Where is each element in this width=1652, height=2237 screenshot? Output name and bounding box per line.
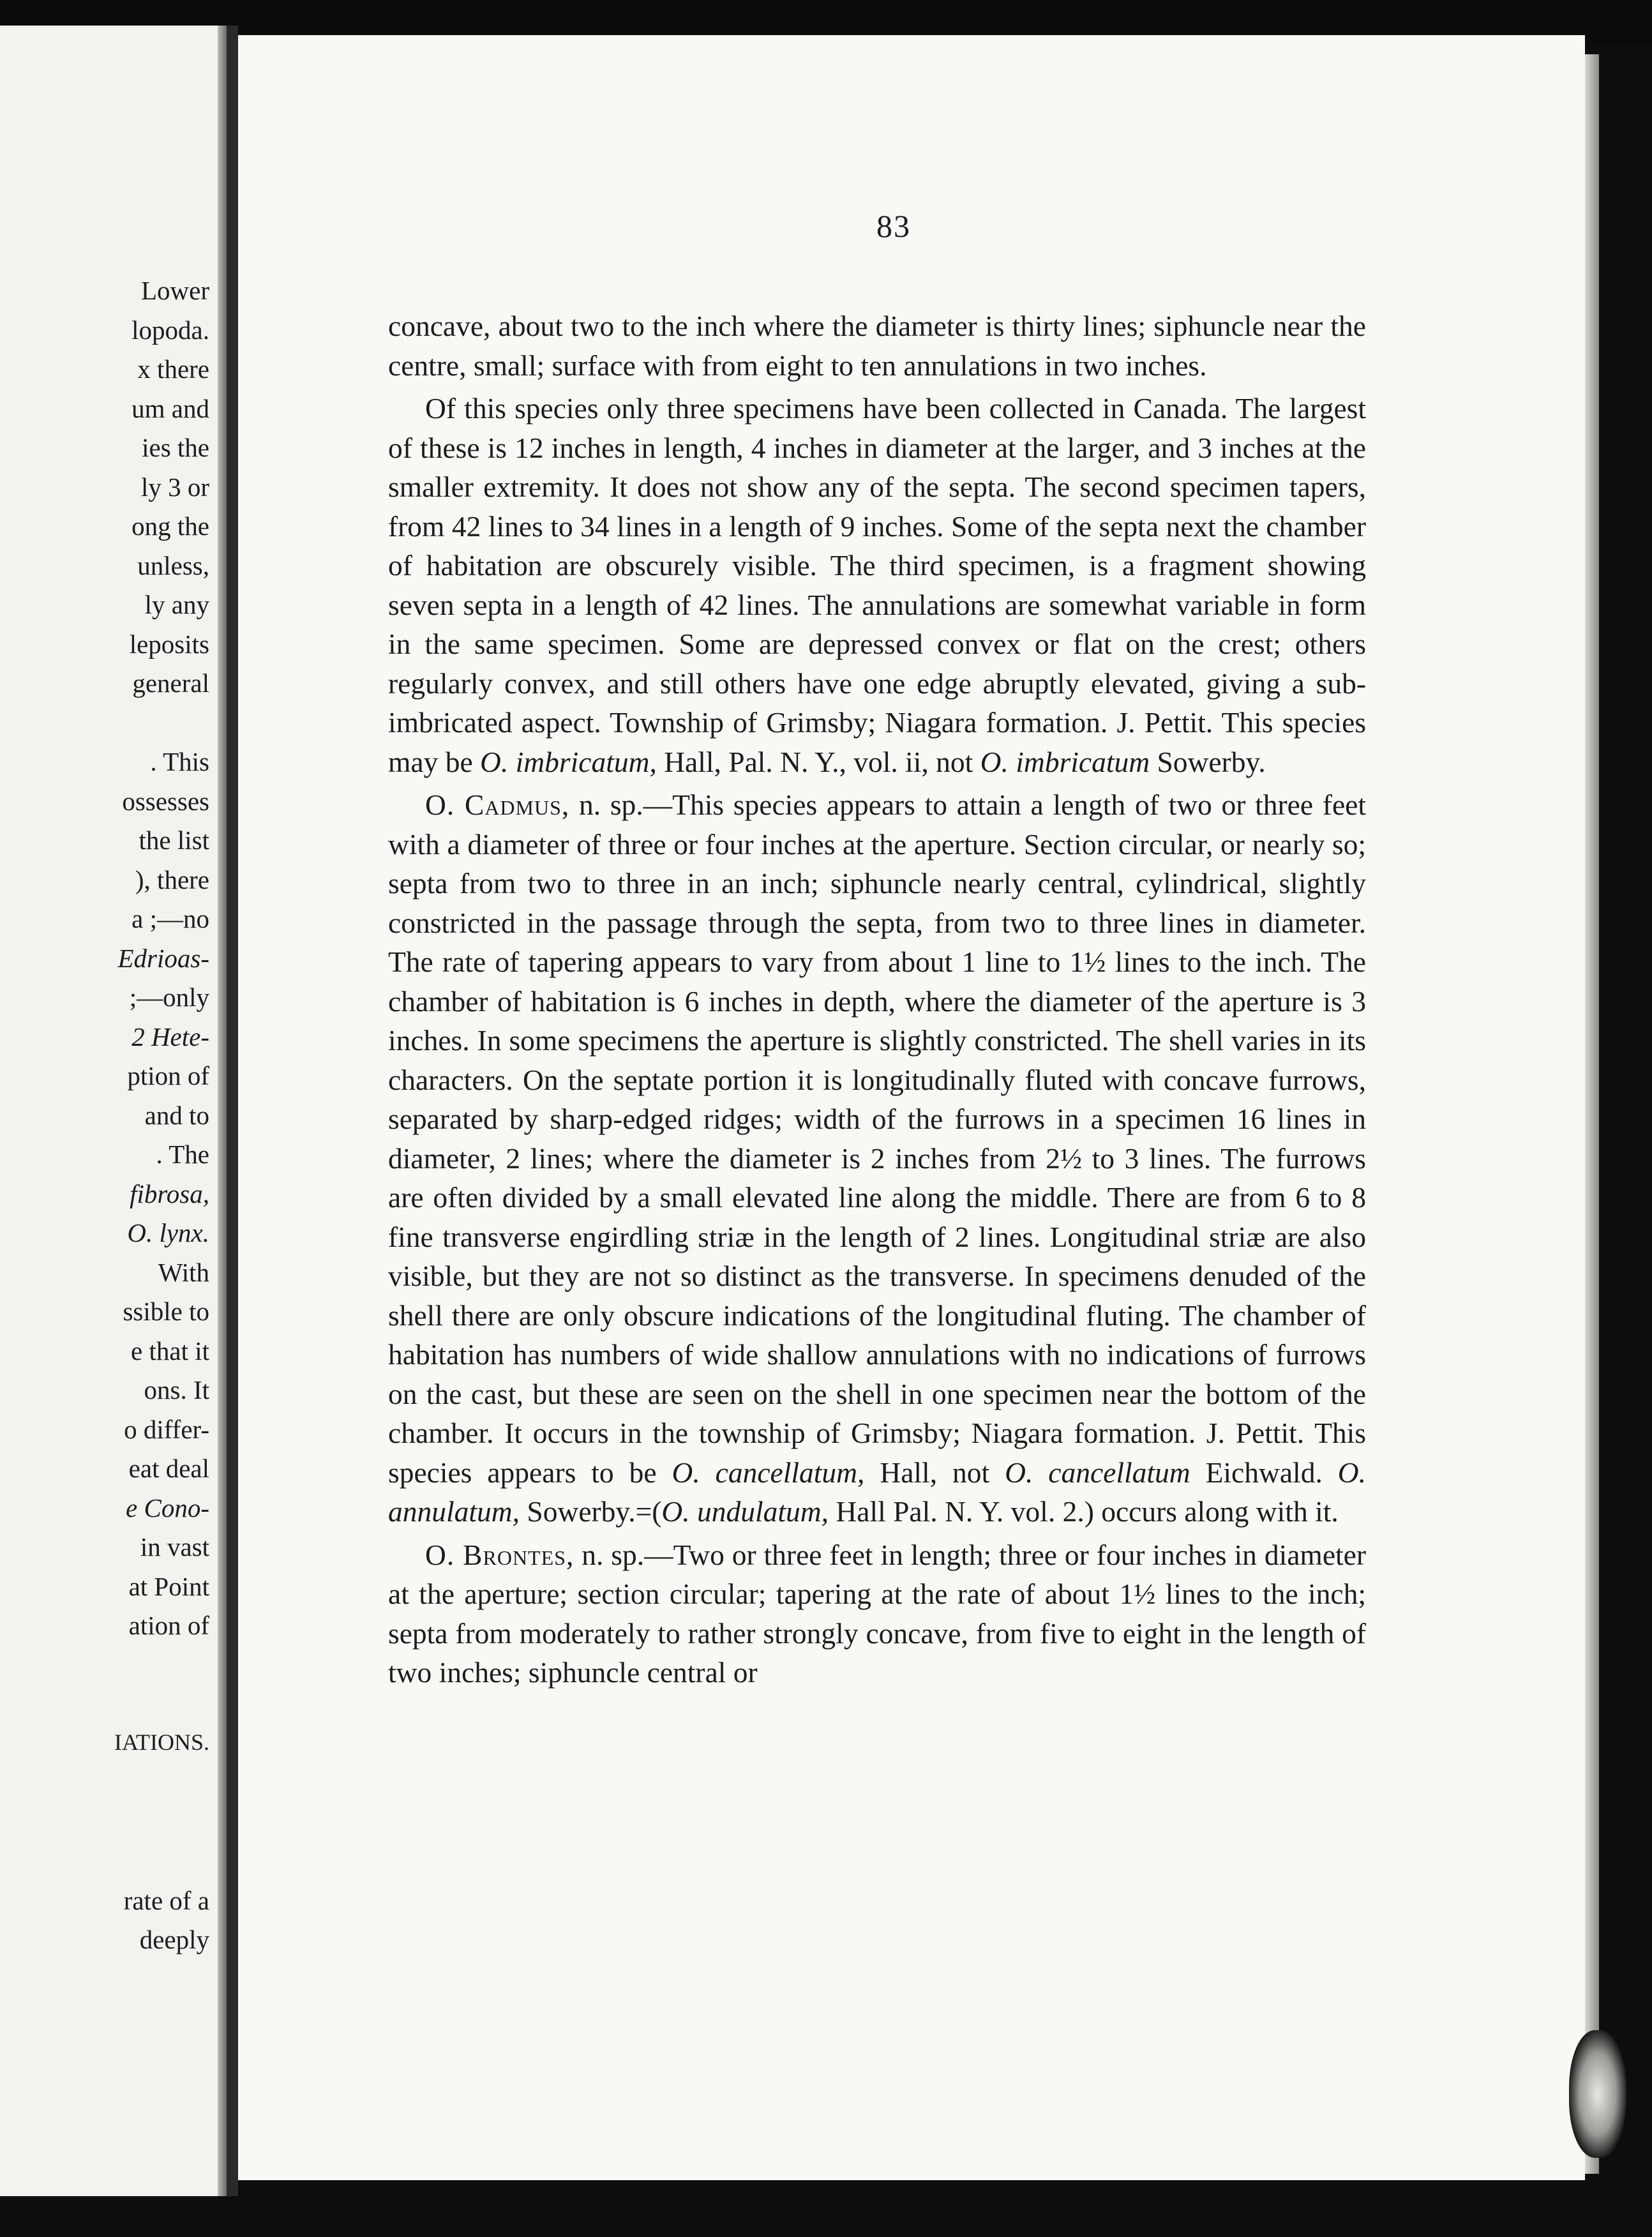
left-page-line: ly 3 or: [140, 472, 209, 502]
left-page-line: ;—only: [129, 983, 209, 1012]
paragraph-specimens: Of this species only three specimens have been collected in Canada. The largest of these is 12 inches in length, 4 inches in diameter at the larger, and 3 inches at the smaller extremity. It does not show any of the septa. The second specimen tapers, from 42 lines to 34 lines in a length of 9 inches. Some of the septa next the chamber of habitation are obscurely visible. The third specimen, is a fragment showing seven septa in a length of 42 lines. The annulations are somewhat variable in form in the same specimen. Some are depressed convex or flat on the crest; others regularly convex, and still others have one edge abruptly elevated, giving a sub-imbricated aspect. Township of Grimsby; Niagara formation. J. Pettit. This species may be O. imbricatum, Hall, Pal. N. Y., vol. ii, not O. imbricatum Sowerby.: [388, 392, 1366, 778]
left-page-line: ), there: [135, 864, 209, 894]
left-page-line: a ;—no: [131, 904, 209, 933]
left-page-line: ies the: [142, 433, 209, 462]
left-page-line: in vast: [140, 1532, 209, 1562]
left-page-line: and to: [144, 1100, 209, 1130]
left-page-line: um and: [131, 393, 209, 423]
left-page-line: Edrioas-: [117, 943, 209, 973]
left-page-line: at Point: [128, 1571, 209, 1601]
left-page-line: deeply: [139, 1925, 209, 1954]
book-spine: [227, 26, 238, 2196]
left-page-line: ption of: [127, 1061, 209, 1090]
left-page-line: general: [132, 668, 209, 698]
left-page-line: . The: [156, 1140, 209, 1169]
page-number: 83: [876, 208, 911, 244]
left-page-line: rate of a: [123, 1885, 209, 1915]
left-page-line: ong the: [131, 511, 209, 541]
left-page-line: Lower: [140, 276, 209, 305]
left-page-line: O. lynx.: [127, 1218, 209, 1247]
left-page-line: lopoda.: [131, 315, 209, 345]
paragraph-o-brontes: O. Brontes, n. sp.—Two or three feet in length; three or four inches in diameter at the aperture; section circular; tapering at the rate of about 1½ lines to the inch; septa from moderately to rather strongly concave, from five to eight in the length of two inches; siphuncle central or: [388, 1538, 1366, 1689]
species-heading: O. Brontes,: [425, 1538, 574, 1571]
left-page-line: ossesses: [122, 786, 209, 816]
left-page-line: ation of: [128, 1611, 209, 1640]
left-page-line: x there: [137, 354, 209, 384]
left-page-line: With: [158, 1257, 209, 1287]
page-edge: [1585, 54, 1599, 2174]
species-heading: O. Cadmus,: [425, 788, 570, 821]
species-name: O. imbricatum: [980, 745, 1150, 778]
left-page-line: e that it: [131, 1336, 209, 1366]
species-name: O. imbricatum,: [480, 745, 657, 778]
left-page-line: e Cono-: [126, 1493, 209, 1523]
left-page-line: 2 Hete-: [131, 1021, 209, 1051]
left-page-line: ssible to: [123, 1297, 209, 1326]
paragraph-o-cadmus: O. Cadmus, n. sp.—This species appears to attain a length of two or three feet with a diameter of three or four inches at the aperture. Section circular, or nearly so; septa from two to three in an inch; siphuncle nearly central, cylindrical, slightly constricted in the passage through the septa, from two to three lines in diameter. The rate of tapering appears to vary from about 1 line to 1½ lines to the inch. The chamber of habitation is 6 inches in depth, where the diameter of the aperture is 3 inches. In some specimens the aperture is slightly constricted. The shell varies in its characters. On the septate portion it is longitudinally fluted with concave furrows, separated by sharp-edged ridges; width of the furrows in a specimen 16 lines in diameter, 2 lines; where the diameter is 2 inches from 2½ to 3 lines. The furrows are often divided by a small elevated line along the middle. There are from 6 to 8 fine transverse engirdling striæ in the length of 2 lines. Longitudinal striæ are also visible, but they are not so distinct as the transverse. In specimens denuded of the shell there are only obscure indications of the longitudinal fluting. The chamber of habitation has numbers of wide shallow annulations with no indications of furrows on the cast, but these are seen on the shell in one specimen near the bottom of the chamber. It occurs in the township of Grimsby; Niagara formation. J. Pettit. This species appears to be O. cancellatum, Hall, not O. cancellatum Eichwald. O. annulatum, Sowerby.=(O. undulatum, Hall Pal. N. Y. vol. 2.) occurs along with it.: [388, 788, 1367, 1528]
scan-blot: [1569, 2030, 1626, 2158]
left-page-line: fibrosa,: [130, 1179, 209, 1209]
left-page-line: eat deal: [128, 1454, 209, 1483]
left-page-line: the list: [139, 825, 209, 855]
left-page-line: unless,: [137, 550, 209, 580]
body-text: [388, 306, 1366, 1692]
left-page-line: ons. It: [144, 1375, 209, 1405]
species-name: O. cancellatum,: [672, 1456, 865, 1489]
left-page-gutter: [218, 26, 227, 2196]
left-page-fragment: [0, 26, 227, 2196]
left-page-line: ly any: [144, 590, 209, 619]
species-name: O. undulatum,: [661, 1495, 829, 1528]
main-page: [238, 35, 1585, 2180]
species-name: O. cancellatum: [1005, 1456, 1190, 1489]
left-page-line: IATIONS.: [114, 1729, 209, 1755]
species-name: O. annulatum,: [388, 1456, 1367, 1528]
paragraph-continued: concave, about two to the inch where the diameter is thirty lines; siphuncle near the centre, small; surface with from eight to ten annulations in two inches.: [388, 310, 1366, 382]
left-page-line: o differ-: [124, 1414, 209, 1444]
left-page-line: . This: [150, 747, 209, 776]
left-page-line: leposits: [129, 629, 209, 659]
